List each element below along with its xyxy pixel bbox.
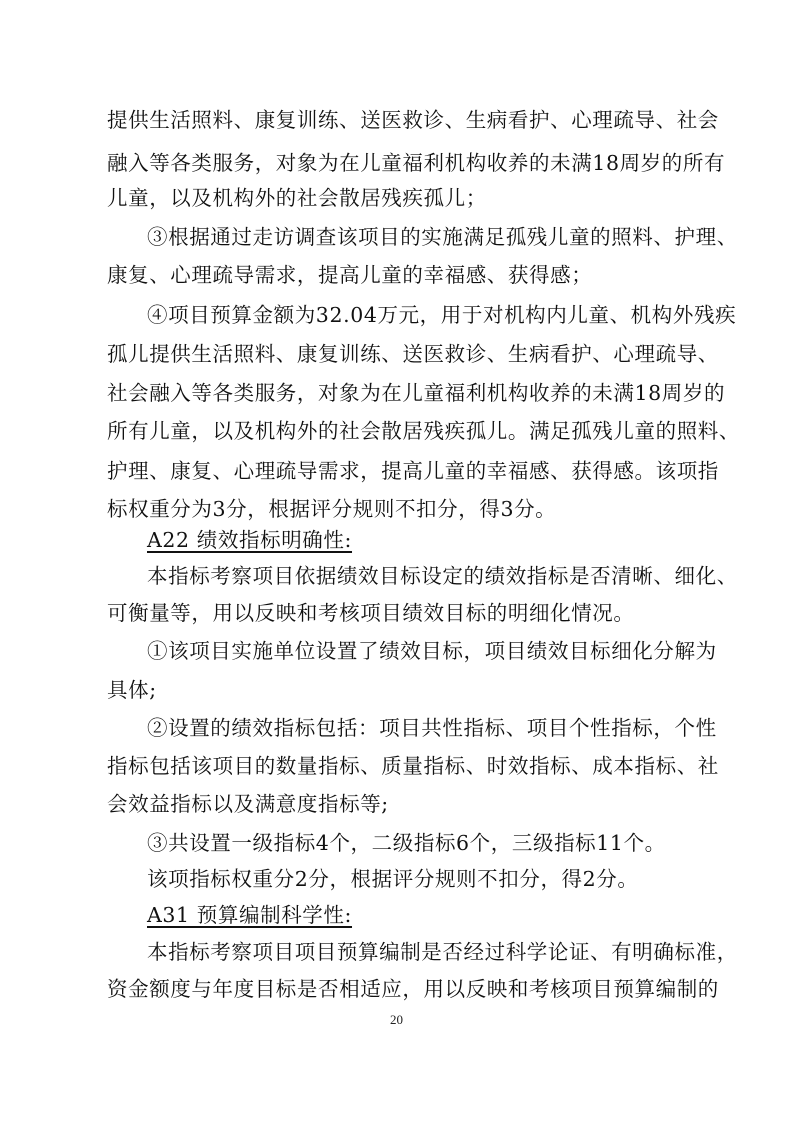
text-line: 指标包括该项目的数量指标、质量指标、时效指标、成本指标、社 <box>107 754 719 778</box>
text-line: 儿童，以及机构外的社会散居残疾孤儿； <box>107 186 487 210</box>
text-line: 本指标考察项目项目预算编制是否经过科学论证、有明确标准， <box>147 940 738 964</box>
text-line: 该项指标权重分2分，根据评分规则不扣分，得2分。 <box>147 867 639 891</box>
section-heading: A31 预算编制科学性: <box>147 903 353 927</box>
text-line: ④项目预算金额为32.04万元，用于对机构内儿童、机构外残疾 <box>147 303 737 327</box>
text-line: 标权重分为3分，根据评分规则不扣分，得3分。 <box>107 497 557 521</box>
text-line: 康复、心理疏导需求，提高儿童的幸福感、获得感； <box>107 263 593 287</box>
text-line: ①该项目实施单位设置了绩效目标，项目绩效目标细化分解为 <box>147 639 717 663</box>
text-line: 会效益指标以及满意度指标等; <box>107 792 389 816</box>
text-line: 资金额度与年度目标是否相适应，用以反映和考核项目预算编制的 <box>107 977 719 1001</box>
page-number: 20 <box>390 1012 403 1027</box>
text-line: 本指标考察项目依据绩效目标设定的绩效指标是否清晰、细化、 <box>147 564 738 588</box>
text-line: 具体; <box>107 678 157 702</box>
text-line: ②设置的绩效指标包括：项目共性指标、项目个性指标，个性 <box>147 716 717 740</box>
text-line: 融入等各类服务，对象为在儿童福利机构收养的未满18周岁的所有 <box>107 151 726 175</box>
text-line: 所有儿童，以及机构外的社会散居残疾孤儿。满足孤残儿童的照料、 <box>107 419 740 443</box>
text-line: ③共设置一级指标4个，二级指标6个，三级指标11个。 <box>147 831 666 855</box>
text-line: 护理、康复、心理疏导需求，提高儿童的幸福感、获得感。该项指 <box>107 459 719 483</box>
text-line: ③根据通过走访调查该项目的实施满足孤残儿童的照料、护理、 <box>147 225 738 249</box>
text-line: 社会融入等各类服务，对象为在儿童福利机构收养的未满18周岁的 <box>107 381 726 405</box>
text-line: 可衡量等，用以反映和考核项目绩效目标的明细化情况。 <box>107 601 635 625</box>
text-line: 提供生活照料、康复训练、送医救诊、生病看护、心理疏导、社会 <box>107 108 719 132</box>
text-line: 孤儿提供生活照料、康复训练、送医救诊、生病看护、心理疏导、 <box>107 342 719 366</box>
section-heading: A22 绩效指标明确性: <box>147 528 353 552</box>
